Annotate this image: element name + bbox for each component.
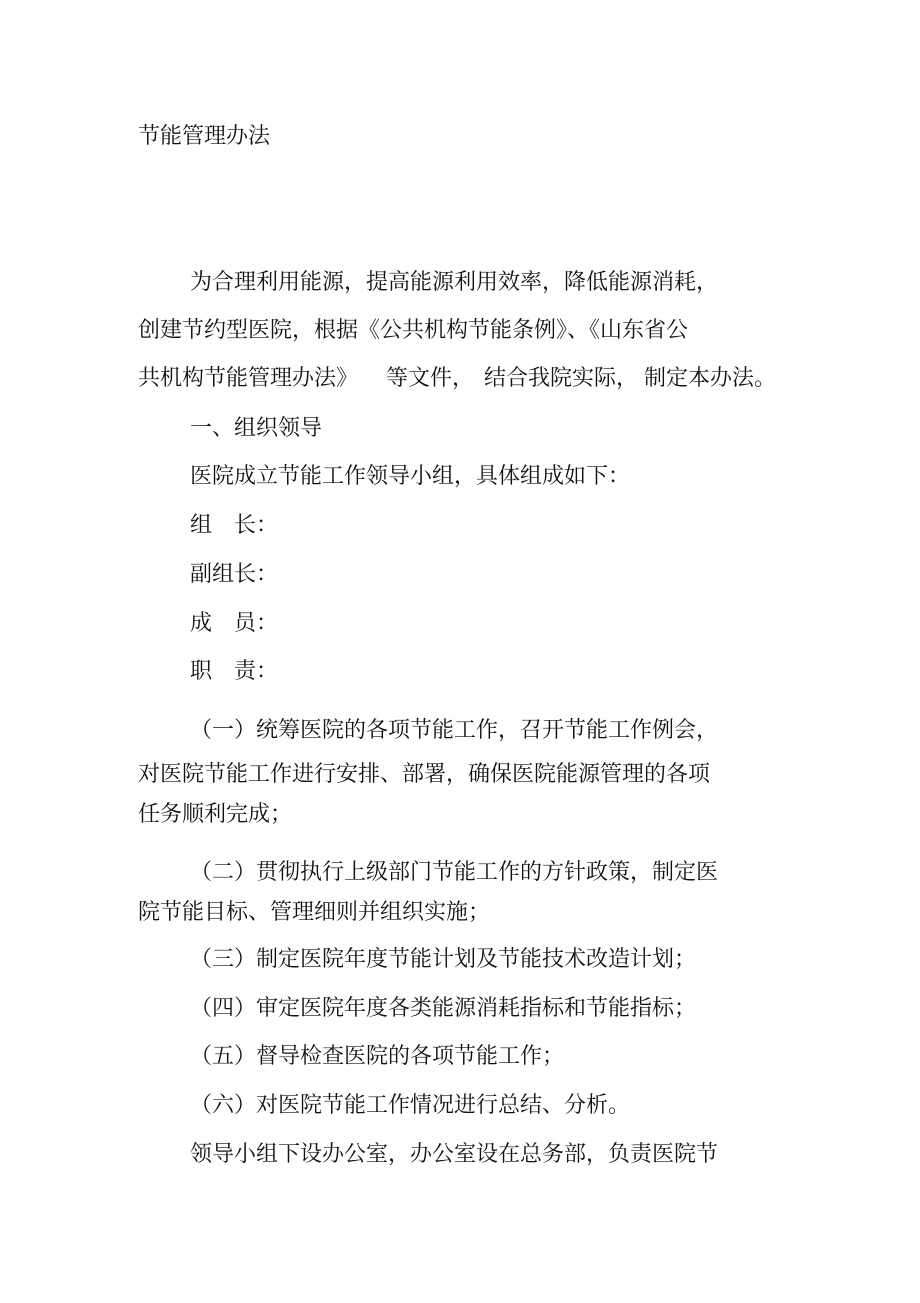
duty-2-line-1: （二）贯彻执行上级部门节能工作的方针政策，制定医: [190, 860, 719, 885]
intro-line-3a: 共机构节能管理办法》: [138, 366, 359, 391]
duty-6: （六）对医院节能工作情况进行总结、分析。: [190, 1093, 631, 1118]
duty-3: （三）制定医院年度节能计划及节能技术改造计划；: [190, 947, 697, 972]
group-intro: 医院成立节能工作领导小组，具体组成如下：: [190, 464, 631, 489]
intro-line-1: 为合理利用能源，提高能源利用效率，降低能源消耗，: [190, 270, 719, 295]
office-text: 领导小组下设办公室，办公室设在总务部，负责医院节: [190, 1142, 719, 1167]
role-leader: 组 长：: [190, 513, 279, 538]
duty-5: （五）督导检查医院的各项节能工作；: [190, 1044, 565, 1069]
section-heading: 一、组织领导: [190, 416, 323, 441]
document-title: 节能管理办法: [138, 124, 271, 149]
intro-line-3b: 等文件，: [386, 366, 475, 391]
role-members: 成 员：: [190, 611, 279, 636]
intro-line-2: 创建节约型医院，根据《公共机构节能条例》、《山东省公: [138, 318, 689, 343]
duty-1-line-3: 任务顺利完成；: [138, 802, 293, 827]
role-deputy: 副组长：: [190, 562, 279, 587]
duty-2-line-2: 院节能目标、管理细则并组织实施；: [138, 900, 491, 925]
duty-1-line-1: （一）统筹医院的各项节能工作，召开节能工作例会，: [190, 718, 719, 743]
intro-line-3c: 结合我院实际，: [484, 366, 639, 391]
duty-4: （四）审定医院年度各类能源消耗指标和节能指标；: [190, 996, 697, 1021]
intro-line-3d: 制定本办法。: [644, 366, 777, 391]
role-duties: 职 责：: [190, 659, 279, 684]
duty-1-line-2: 对医院节能工作进行安排、部署，确保医院能源管理的各项: [138, 762, 711, 787]
